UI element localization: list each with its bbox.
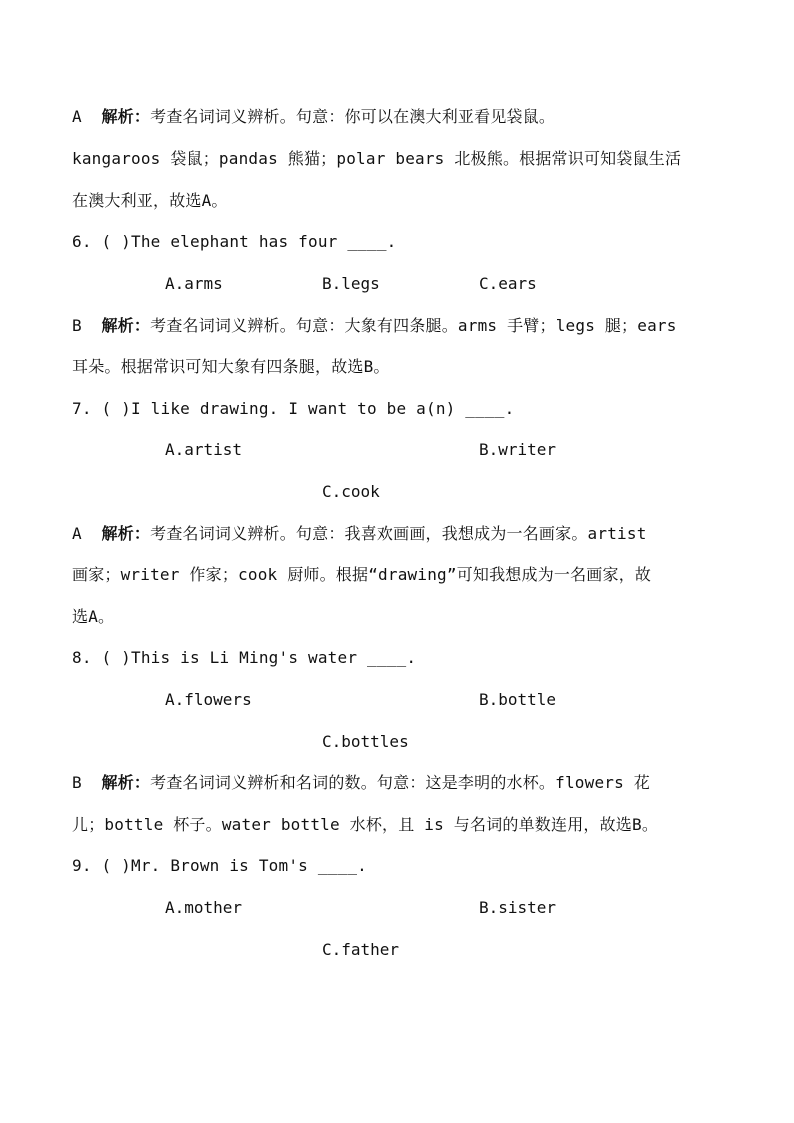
q8-option-b: B.bottle <box>479 690 557 709</box>
q7-answer-line-3: 选A。 <box>72 607 115 626</box>
q6-answer-line-1 <box>72 311 677 341</box>
q7-answer-line-1 <box>72 519 647 549</box>
q7-option-b: B.writer <box>479 440 557 459</box>
q6-analysis-label: 解析： <box>101 316 151 335</box>
q6-option-c: C.ears <box>479 274 537 293</box>
q5-analysis-label: 解析： <box>101 107 151 126</box>
q5-answer-line-3: 在澳大利亚，故选A。 <box>72 191 228 210</box>
q8-option-a: A.flowers <box>165 690 252 709</box>
q8-analysis-label: 解析： <box>101 773 151 792</box>
q6-option-a: A.arms <box>165 274 223 293</box>
q8-answer-line-2: 儿；bottle 杯子。water bottle 水杯，且 is 与名词的单数连用，故选B。 <box>72 815 659 834</box>
q6-analysis-text: 考查名词词义辨析。句意：大象有四条腿。arms 手臂；legs 腿；ears <box>150 316 677 335</box>
q8-answer-letter: B <box>72 773 82 792</box>
q6-stem: 6. ( )The elephant has four ____. <box>72 232 397 251</box>
q5-analysis-text: 考查名词词义辨析。句意：你可以在澳大利亚看见袋鼠。 <box>150 107 556 126</box>
q6-answer-letter: B <box>72 316 82 335</box>
q7-analysis-text: 考查名词词义辨析。句意：我喜欢画画，我想成为一名画家。artist <box>150 524 647 543</box>
q7-answer-line-2: 画家；writer 作家；cook 厨师。根据“drawing”可知我想成为一名画家，故 <box>72 565 652 584</box>
q7-analysis-label: 解析： <box>101 524 151 543</box>
q6-option-b: B.legs <box>322 274 380 293</box>
q9-option-a: A.mother <box>165 898 243 917</box>
q7-stem: 7. ( )I like drawing. I want to be a(n) ____. <box>72 399 515 418</box>
q6-answer-line-2: 耳朵。根据常识可知大象有四条腿，故选B。 <box>72 357 390 376</box>
q7-option-a: A.artist <box>165 440 243 459</box>
q9-option-b: B.sister <box>479 898 557 917</box>
q8-stem: 8. ( )This is Li Ming's water ____. <box>72 648 417 667</box>
q8-analysis-text: 考查名词词义辨析和名词的数。句意：这是李明的水杯。flowers 花 <box>150 773 650 792</box>
q5-answer-letter: A <box>72 107 82 126</box>
q7-answer-letter: A <box>72 524 82 543</box>
q9-option-c: C.father <box>322 940 400 959</box>
q5-answer-line-2: kangaroos 袋鼠；pandas 熊猫；polar bears 北极熊。根据常识可知袋鼠生活 <box>72 149 682 168</box>
q5-answer-line-1 <box>72 102 555 132</box>
q8-option-c: C.bottles <box>322 732 409 751</box>
q9-stem: 9. ( )Mr. Brown is Tom's ____. <box>72 856 367 875</box>
q7-option-c: C.cook <box>322 482 380 501</box>
q8-answer-line-1 <box>72 768 650 798</box>
